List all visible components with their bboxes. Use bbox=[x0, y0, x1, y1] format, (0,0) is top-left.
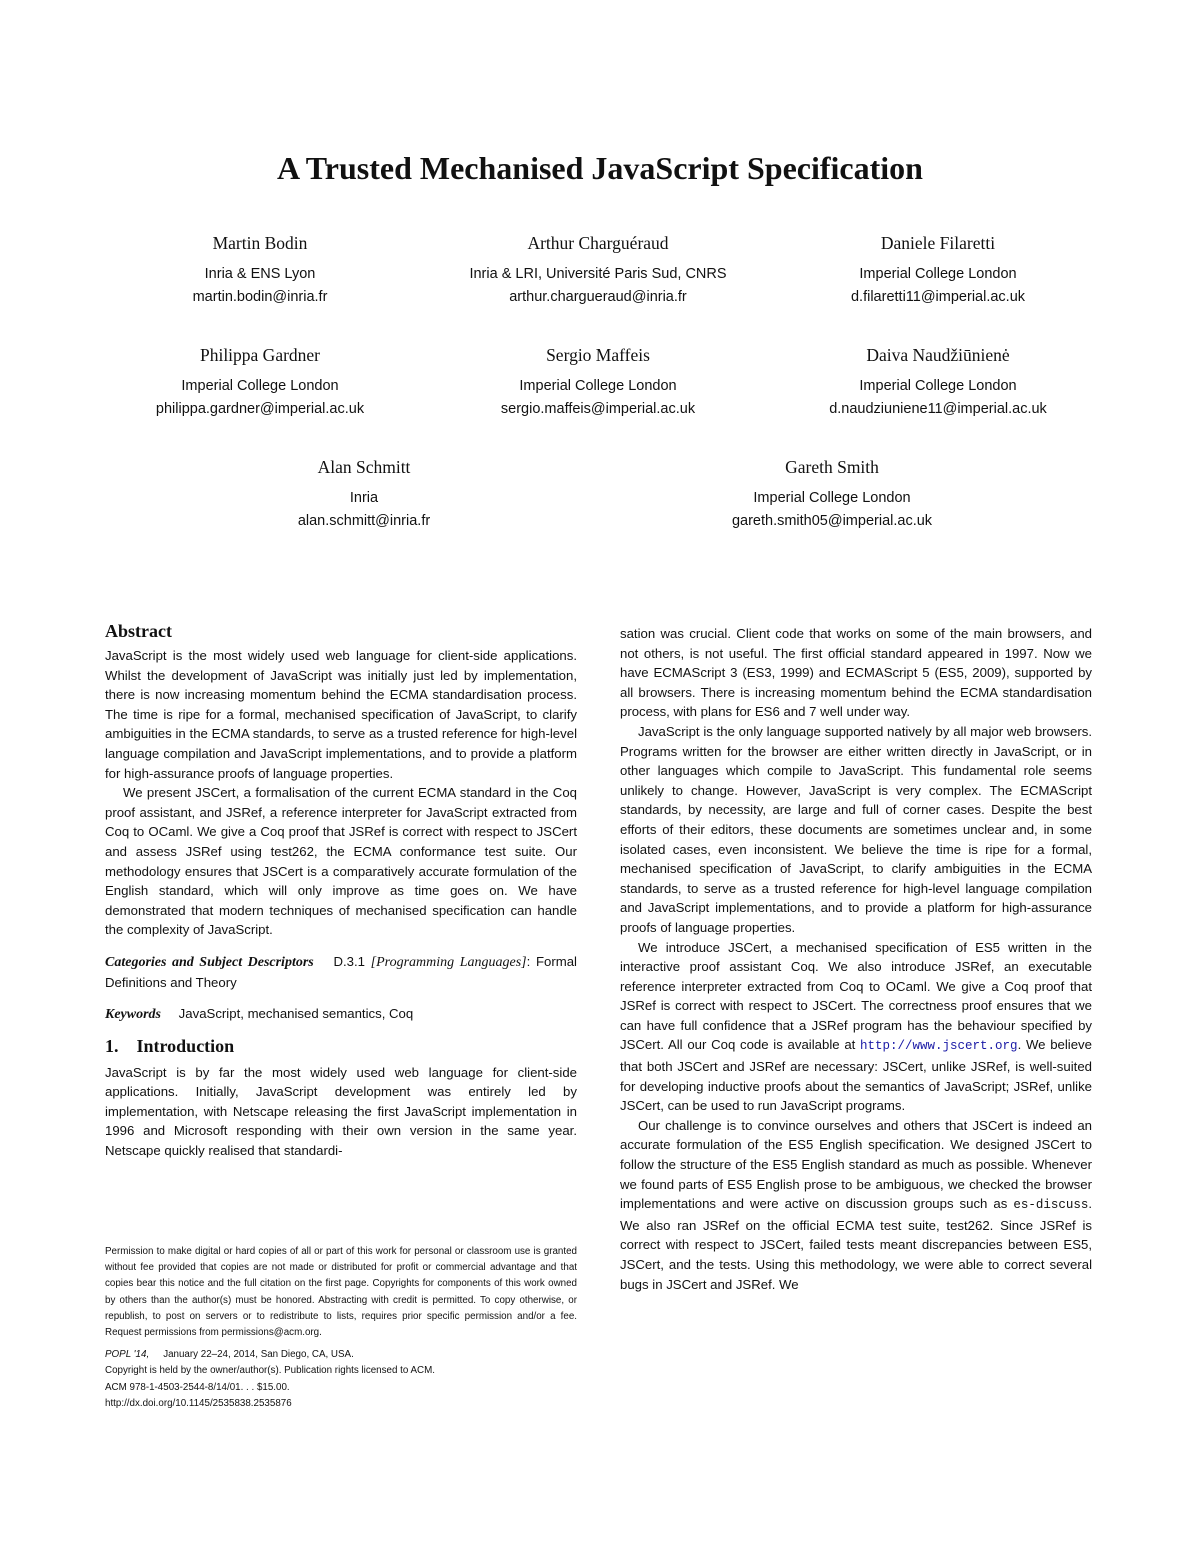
conference-line bbox=[105, 1347, 577, 1363]
author-email: gareth.smith05@imperial.ac.uk bbox=[731, 513, 933, 529]
author-email: arthur.chargueraud@inria.fr bbox=[509, 289, 687, 305]
author-email: alan.schmitt@inria.fr bbox=[297, 513, 431, 529]
author-name: Daiva Naudžiūnienė bbox=[866, 345, 1010, 365]
author-affiliation: Imperial College London bbox=[519, 378, 677, 394]
copyright-line: Copyright is held by the owner/author(s). Publication rights licensed to ACM. bbox=[105, 1365, 435, 1377]
body-paragraph: JavaScript is the only language supported natively by all major web browsers. Programs written for the browser are either written directly in JavaScript, or in other languages which compile to JavaScript. This fundamental role seems unlikely to change. However, JavaScript is very complex. The ECMAScript standards, by necessity, are large and full of corner cases. Despite the best efforts of their editors, these documents are sometimes unclear and, in some isolated cases, even inconsistent. We believe the time is ripe for a formal, mechanised specification of JavaScript, to clarify ambiguities in the ECMA standards, to serve as a trusted reference for high-level language compilation and JavaScript implementations, and to provide a platform for high-assurance proofs of language properties. bbox=[620, 723, 1092, 935]
permission-text: Permission to make digital or hard copies of all or part of this work for personal or classroom use is granted without fee provided that copies are not made or distributed for profit or commercial advantage and that copies bear this notice and the full citation on the first page. Copyrights for components of this work owned by others than the author(s) must be honored. Abstracting with credit is permitted. To copy otherwise, or republish, to post on servers or to redistribute to lists, requires prior specific permission and/or a fee. Request permissions from permissions@acm.org. bbox=[105, 1246, 577, 1339]
section-number: 1. bbox=[105, 1035, 119, 1056]
author-name: Sergio Maffeis bbox=[546, 345, 650, 365]
author-name: Philippa Gardner bbox=[199, 345, 321, 365]
author-name: Gareth Smith bbox=[785, 457, 879, 477]
author-affiliation: Imperial College London bbox=[753, 490, 911, 506]
intro-paragraph: JavaScript is by far the most widely used web language for client-side applications. Initially, JavaScript development was entirely led by implementation, with Netscape releasing the first JavaScript implementation in 1996 and Microsoft responding with their own version in the same year. Netscape quickly realised that standardi- bbox=[105, 1064, 577, 1159]
author-name: Alan Schmitt bbox=[317, 457, 411, 477]
jscert-link[interactable]: http://www.jscert.org bbox=[860, 1039, 1018, 1054]
keywords-label: Keywords bbox=[105, 1007, 161, 1023]
author-block bbox=[80, 344, 440, 421]
permission-footnote bbox=[105, 1244, 577, 1412]
author-block bbox=[758, 344, 1118, 421]
author-email: martin.bodin@inria.fr bbox=[192, 289, 328, 305]
author-email: sergio.maffeis@imperial.ac.uk bbox=[500, 401, 696, 417]
categories-line bbox=[105, 952, 577, 992]
doi-line: http://dx.doi.org/10.1145/2535838.2535876 bbox=[105, 1397, 292, 1409]
author-block bbox=[184, 456, 544, 533]
publication-info bbox=[105, 1347, 577, 1412]
author-block bbox=[418, 344, 778, 421]
author-email: d.naudziuniene11@imperial.ac.uk bbox=[829, 401, 1047, 417]
right-column bbox=[620, 624, 1092, 1294]
categories-rest: : Formal Definitions and Theory bbox=[105, 953, 577, 990]
author-affiliation: Imperial College London bbox=[181, 378, 339, 394]
abstract-heading: Abstract bbox=[105, 621, 172, 641]
author-name: Daniele Filaretti bbox=[880, 233, 996, 253]
author-affiliation: Imperial College London bbox=[859, 378, 1017, 394]
conference-name: POPL '14, bbox=[105, 1349, 150, 1361]
left-column bbox=[105, 620, 577, 1161]
body-text: . We also ran JSRef on the official ECMA test suite, test262. Since JSRef is correct with respect to JSCert, failed tests meant discrepancies between ES5, JSCert, and the tests. Using this methodology, we were able to correct several bugs in JSCert and JSRef. We bbox=[620, 1196, 1092, 1292]
author-affiliation: Inria & ENS Lyon bbox=[204, 266, 316, 282]
author-affiliation: Inria & LRI, Université Paris Sud, CNRS bbox=[469, 266, 727, 282]
author-block bbox=[652, 456, 1012, 533]
body-text: We introduce JSCert, a mechanised specification of ES5 written in the interactive proof assistant Coq. We also introduce JSRef, an executable reference interpreter extracted from Coq to OCaml. We give a Coq proof that JSRef is correct with respect to JSCert. The correctness proof ensures that we can have full confidence that a JSRef program has the behaviour specified by JSCert. All our Coq code is available at bbox=[620, 939, 1092, 1053]
body-text: Our challenge is to convince ourselves and others that JSCert is indeed an accurate formulation of the ES5 English specification. We designed JSCert to follow the structure of the ES5 English standard as much as possible. Whenever we found parts of ES5 English prose to be ambiguous, we checked the browser implementations and were active on discussion groups such as bbox=[620, 1117, 1092, 1212]
body-text: . We believe that both JSCert and JSRef are necessary: JSCert, unlike JSRef, is well-suited for developing inductive proofs about the semantics of JavaScript; JSRef, unlike JSCert, can be used to run JavaScript programs. bbox=[620, 1037, 1092, 1114]
author-email: philippa.gardner@imperial.ac.uk bbox=[155, 401, 365, 417]
author-block bbox=[758, 232, 1118, 309]
conference-details: January 22–24, 2014, San Diego, CA, USA. bbox=[163, 1349, 354, 1361]
abstract-paragraph: We present JSCert, a formalisation of the current ECMA standard in the Coq proof assistant, and JSRef, a reference interpreter for JavaScript extracted from Coq to OCaml. We give a Coq proof that JSRef is correct with respect to JSCert and assess JSRef using test262, the ECMA conformance test suite. Our methodology ensures that JSCert is a comparatively accurate formulation of the English standard, which will only improve as time goes on. We have demonstrated that modern techniques of mechanised specification can handle the complexity of JavaScript. bbox=[105, 785, 577, 938]
author-block bbox=[80, 232, 440, 309]
body-paragraph bbox=[620, 938, 1092, 1116]
section-title: Introduction bbox=[136, 1035, 235, 1056]
keywords-text: JavaScript, mechanised semantics, Coq bbox=[178, 1006, 414, 1022]
author-block bbox=[418, 232, 778, 309]
author-affiliation: Imperial College London bbox=[859, 266, 1017, 282]
author-name: Martin Bodin bbox=[212, 233, 308, 253]
abstract-paragraph: JavaScript is the most widely used web language for client-side applications. Whilst the development of JavaScript was initially just led by implementation, there is now increasing momentum behind the ECMA standardisation process. The time is ripe for a formal, mechanised specification of JavaScript, to clarify ambiguities in the ECMA standards, to serve as a trusted reference for high-level language compilation and JavaScript implementations, and to provide a platform for high-assurance proofs of language properties. bbox=[105, 648, 577, 781]
body-paragraph bbox=[620, 1116, 1092, 1294]
body-paragraph: sation was crucial. Client code that works on some of the main browsers, and not others, is not useful. The first official standard appeared in 1997. Now we have ECMAScript 3 (ES3, 1999) and ECMAScript 5 (ES5, 2009), supported by all browsers. There is increasing momentum behind the ECMA standardisation process, with plans for ES6 and 7 well under way. bbox=[620, 626, 1092, 720]
author-affiliation: Inria bbox=[349, 490, 379, 506]
categories-label: Categories and Subject Descriptors bbox=[105, 954, 314, 970]
paper-title: A Trusted Mechanised JavaScript Specification bbox=[277, 150, 923, 186]
author-name: Arthur Charguéraud bbox=[527, 233, 669, 253]
isbn-line: ACM 978-1-4503-2544-8/14/01. . . $15.00. bbox=[105, 1381, 290, 1393]
keywords-line bbox=[105, 1004, 577, 1025]
categories-code: D.3.1 bbox=[333, 953, 365, 969]
author-email: d.filaretti11@imperial.ac.uk bbox=[850, 289, 1026, 305]
categories-venue: [Programming Languages] bbox=[370, 954, 527, 970]
section-heading-introduction bbox=[105, 1035, 577, 1057]
es-discuss-code: es-discuss bbox=[1013, 1198, 1089, 1213]
